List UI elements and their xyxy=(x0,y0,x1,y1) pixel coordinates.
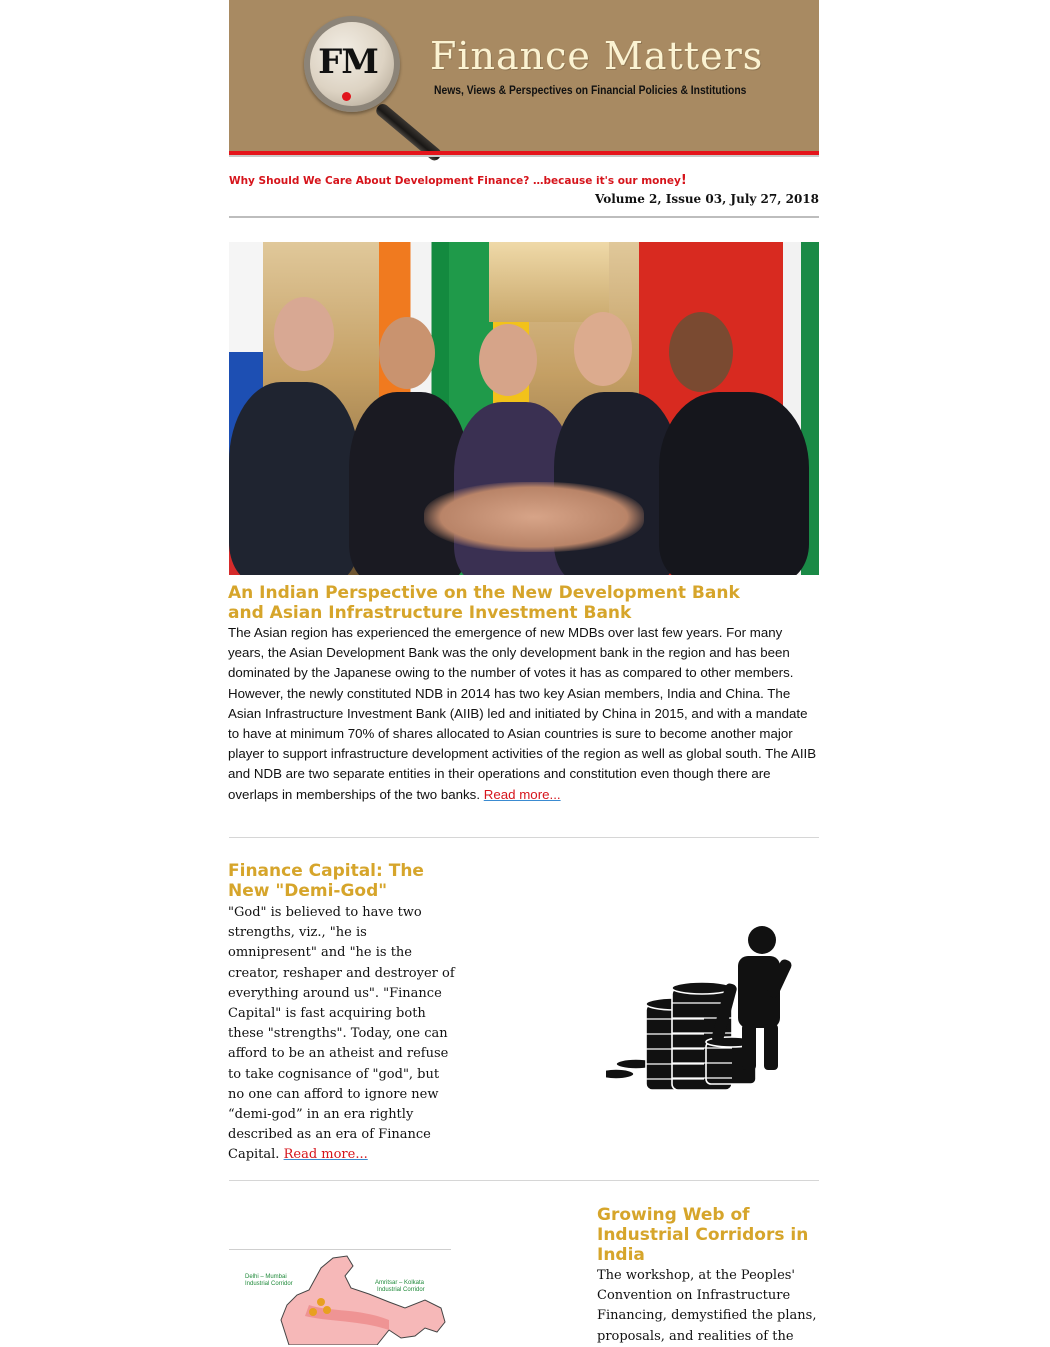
article-3-body: The workshop, at the Peoples' Convention on Infrastructure Financing, demystified the plans, proposals, and realities of the xyxy=(597,1268,817,1344)
issue-info: Volume 2, Issue 03, July 27, 2018 xyxy=(595,192,819,206)
tagline-mark: ! xyxy=(680,173,687,188)
person-1-head xyxy=(274,297,334,371)
person-1 xyxy=(229,382,359,575)
industrial-corridors-map[interactable] xyxy=(229,1249,451,1345)
article-3-title-line-1: Growing Web of xyxy=(597,1205,750,1225)
article-1-body xyxy=(228,623,820,805)
article-1-title-line-2: and Asian Infrastructure Investment Bank xyxy=(228,603,632,623)
person-4-head xyxy=(574,312,632,386)
section-divider-2 xyxy=(229,1180,819,1181)
article-2-read-more-link[interactable]: Read more... xyxy=(283,1147,368,1163)
article-2-body xyxy=(228,903,456,1166)
article-2-text: "God" is believed to have two strengths, viz., "he is omnipresent" and "he is the creator, reshaper and destroyer of everything around us". "Finance Capital" is fast acquiring both these "strengths". Today, one can afford to be an atheist and refuse to take cognisance of "god", but no one can afford to ignore new “demi-god” in an era rightly described as an era of Finance Capital. xyxy=(228,905,455,1163)
header-rule xyxy=(229,216,819,218)
joined-hands xyxy=(424,482,644,552)
map-label-dmic-line-2: Industrial Corridor xyxy=(245,1281,293,1287)
brand-subtitle: News, Views & Perspectives on Financial Policies & Institutions xyxy=(434,83,747,97)
brand-title: Finance Matters xyxy=(430,34,764,78)
banner-divider-grey xyxy=(229,155,819,157)
map-label-dmic-line-1: Delhi – Mumbai xyxy=(245,1274,287,1280)
article-3-title[interactable] xyxy=(597,1205,817,1265)
article-1-title[interactable] xyxy=(228,583,788,623)
tagline-text: Why Should We Care About Development Finance? …because it's our money xyxy=(229,175,681,187)
map-label-akic-line-2: Industrial Corridor xyxy=(377,1287,425,1293)
article-2-title-line-1: Finance Capital: The xyxy=(228,861,424,881)
person-2 xyxy=(349,392,469,575)
article-1-title-line-1: An Indian Perspective on the New Development Bank xyxy=(228,583,740,603)
person-5 xyxy=(659,392,809,575)
person-2-head xyxy=(379,317,435,389)
article-1-read-more-link[interactable]: Read more... xyxy=(483,786,561,802)
article-1-text: The Asian region has experienced the emergence of new MDBs over last few years. For many years, the Asian Development Bank was the only development bank in the region and has been dominated by the Japanese owing to the number of votes it has as compared to other members. However, the newly constituted NDB in 2014 has two key Asian members, India and China. The Asian Infrastructure Investment Bank (AIIB) led and initiated by China in 2015, and with a mandate to have at minimum 70% of shares allocated to Asian countries is sure to become another major player to support infrastructure development activities of the region as well as global south. The AIIB and NDB are two separate entities in their operations and constitution even though there are overlaps in memberships of the two banks. xyxy=(228,625,817,802)
coins-and-person-illustration xyxy=(606,924,810,1094)
brics-leaders-photo[interactable] xyxy=(229,242,819,575)
wall-background xyxy=(489,242,609,322)
logo-text: FM xyxy=(318,42,378,82)
article-2-title[interactable] xyxy=(228,861,458,901)
article-3-title-line-3: India xyxy=(597,1245,645,1265)
section-divider-1 xyxy=(229,837,819,838)
tagline xyxy=(229,173,687,188)
map-label-akic-line-1: Amritsar – Kolkata xyxy=(375,1280,425,1286)
article-3-title-line-2: Industrial Corridors in xyxy=(597,1225,809,1245)
logo-red-dot xyxy=(342,92,351,101)
india-map-illustration xyxy=(229,1250,451,1345)
article-2-title-line-2: New "Demi-God" xyxy=(228,881,388,901)
person-3-head xyxy=(479,324,537,396)
person-5-head xyxy=(669,312,733,392)
